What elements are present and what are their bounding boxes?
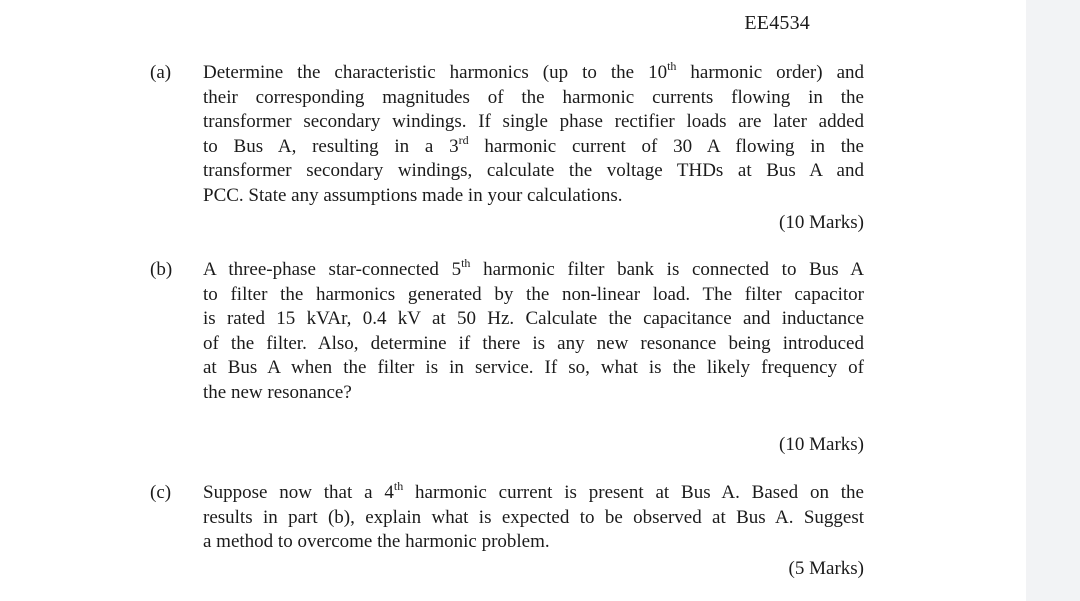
course-code: EE4534 bbox=[744, 12, 810, 34]
question-label: (b) bbox=[150, 259, 173, 280]
question-label: (a) bbox=[150, 62, 172, 83]
marks-label: (10 Marks) bbox=[779, 212, 864, 233]
question-body bbox=[203, 481, 864, 555]
question-line: A three-phase star-connected 5th harmonic filter bank is connected to Bus A bbox=[203, 256, 864, 280]
question-line: Determine the characteristic harmonics (up to the 10th harmonic order) and bbox=[203, 59, 864, 83]
question-body bbox=[203, 61, 864, 209]
question-line: transformer secondary windings, calculate the voltage THDs at Bus A and bbox=[203, 160, 864, 182]
question-line: transformer secondary windings. If single phase rectifier loads are later added bbox=[203, 111, 864, 133]
question-line: PCC. State any assumptions made in your calculations. bbox=[203, 184, 623, 206]
question-line: is rated 15 kVAr, 0.4 kV at 50 Hz. Calculate the capacitance and inductance bbox=[203, 308, 864, 330]
question-line: a method to overcome the harmonic problem. bbox=[203, 531, 550, 553]
question-line: Suppose now that a 4th harmonic current is present at Bus A. Based on the bbox=[203, 479, 864, 503]
question-line: of the filter. Also, determine if there is any new resonance being introduced bbox=[203, 332, 864, 354]
question-line: the new resonance? bbox=[203, 381, 352, 403]
marks-label: (10 Marks) bbox=[779, 434, 864, 455]
question-label: (c) bbox=[150, 482, 172, 503]
side-panel bbox=[1026, 0, 1080, 601]
question-b bbox=[150, 258, 864, 463]
question-line: to filter the harmonics generated by the non-linear load. The filter capacitor bbox=[203, 283, 864, 305]
marks-label: (5 Marks) bbox=[788, 558, 864, 579]
question-line: to Bus A, resulting in a 3rd harmonic current of 30 A flowing in the bbox=[203, 132, 864, 157]
question-c bbox=[150, 481, 864, 591]
question-line: at Bus A when the filter is in service. If so, what is the likely frequency of bbox=[203, 357, 864, 379]
question-body bbox=[203, 258, 864, 406]
question-line: their corresponding magnitudes of the harmonic currents flowing in the bbox=[203, 86, 864, 108]
question-a bbox=[150, 61, 864, 236]
question-line: results in part (b), explain what is expected to be observed at Bus A. Suggest bbox=[203, 506, 864, 528]
